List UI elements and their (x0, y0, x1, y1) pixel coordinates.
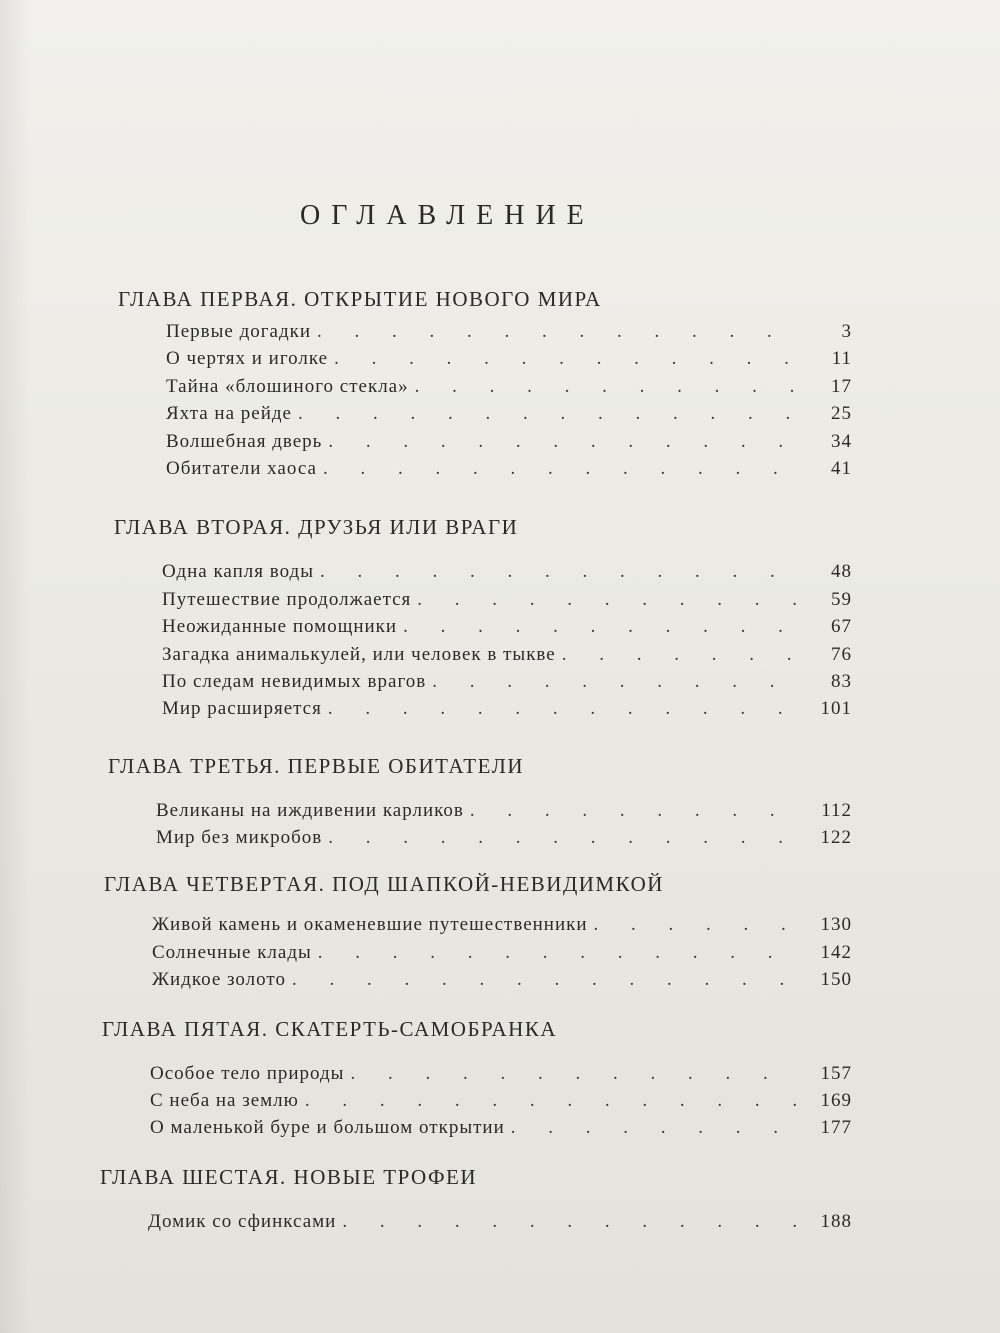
toc-entry (118, 428, 870, 455)
leader-dots (323, 455, 800, 482)
entry-title: Тайна «блошиного стекла» (166, 375, 409, 397)
leader-dots (334, 345, 800, 372)
entry-page-number: 3 (841, 321, 852, 342)
leader-dots (292, 966, 800, 993)
chapter-title: ГЛАВА ТРЕТЬЯ. ПЕРВЫЕ ОБИТАТЕЛИ (108, 753, 525, 778)
toc-entry (118, 455, 870, 482)
entry-title: Мир расширяется (162, 698, 322, 720)
entry-title: Особое тело природы (150, 1062, 345, 1084)
entry-title: Солнечные клады (152, 941, 312, 963)
entry-title: О маленькой буре и большом открытии (150, 1117, 505, 1139)
entry-title: Мир без микробов (156, 827, 323, 849)
toc-entry (114, 558, 870, 585)
leader-dots (470, 797, 800, 824)
entry-page-number: 67 (831, 616, 852, 638)
chapter-entries (102, 1060, 870, 1142)
entry-title: Великаны на иждивении карликов (156, 799, 464, 821)
leader-dots (305, 1087, 800, 1114)
toc-entry (100, 1208, 870, 1235)
entry-page-number: 59 (831, 588, 852, 610)
chapter-1 (118, 282, 870, 482)
entry-page-number: 188 (820, 1210, 852, 1232)
entry-page-number: 48 (831, 561, 852, 583)
leader-dots (318, 939, 800, 966)
chapter-title: ГЛАВА ПЕРВАЯ. ОТКРЫТИЕ НОВОГО МИРА (118, 287, 602, 311)
leader-dots (342, 1208, 800, 1235)
page-shadow (0, 0, 30, 1333)
toc-entry (114, 695, 870, 722)
entry-title: Живой камень и окаменевшие путешественники (152, 914, 588, 936)
leader-dots (403, 613, 800, 640)
entry-title: Волшебная дверь (166, 430, 323, 452)
chapter-6 (100, 1160, 870, 1235)
toc-entry (102, 1114, 870, 1141)
entry-title: Загадка анималькулей, или человек в тыкве (162, 643, 556, 665)
leader-dots (594, 911, 800, 938)
leader-dots (328, 695, 800, 722)
entry-page-number: 101 (820, 698, 852, 720)
entry-page-number: 130 (820, 914, 852, 936)
chapter-entries (114, 558, 870, 722)
toc-entry (104, 911, 870, 938)
toc-entry (118, 400, 870, 427)
entry-page-number: 34 (831, 430, 852, 452)
leader-dots (317, 318, 800, 345)
entry-title: О чертях и иголке (166, 348, 329, 370)
entry-page-number: 83 (831, 670, 852, 692)
entry-title: По следам невидимых врагов (162, 670, 427, 692)
chapter-5 (102, 1012, 870, 1142)
toc-entry (108, 797, 870, 824)
entry-page-number: 112 (821, 799, 852, 821)
toc-entry (114, 613, 870, 640)
entry-page-number: 157 (820, 1062, 852, 1084)
leader-dots (320, 558, 800, 585)
entry-page-number: 177 (820, 1117, 852, 1139)
entry-title: Неожиданные помощники (162, 616, 398, 638)
toc-entry (108, 824, 870, 851)
entry-page-number: 142 (820, 941, 852, 963)
entry-page-number: 25 (831, 403, 852, 425)
chapter-3 (108, 749, 870, 852)
toc-entry (102, 1060, 870, 1087)
leader-dots (350, 1060, 800, 1087)
leader-dots (562, 641, 800, 668)
chapter-title: ГЛАВА ШЕСТАЯ. НОВЫЕ ТРОФЕИ (100, 1164, 478, 1189)
entry-title: Одна капля воды (162, 561, 314, 583)
table-of-contents (100, 282, 870, 1235)
entry-title: С неба на землю (150, 1090, 299, 1112)
leader-dots (417, 586, 800, 613)
toc-entry (114, 668, 870, 695)
chapter-title: ГЛАВА ЧЕТВЕРТАЯ. ПОД ШАПКОЙ-НЕВИДИМКОЙ (104, 872, 664, 897)
entry-page-number: 150 (820, 969, 852, 991)
entry-title: Первые догадки (166, 321, 312, 342)
entry-page-number: 169 (820, 1090, 852, 1112)
entry-page-number: 11 (831, 348, 852, 370)
chapter-entries (118, 318, 870, 482)
entry-title: Яхта на рейде (166, 403, 292, 425)
page-title: ОГЛАВЛЕНИЕ (300, 200, 595, 231)
toc-entry (114, 586, 870, 613)
entry-title: Обитатели хаоса (166, 457, 317, 479)
chapter-title: ГЛАВА ПЯТАЯ. СКАТЕРТЬ-САМОБРАНКА (102, 1016, 558, 1041)
leader-dots (415, 373, 800, 400)
chapter-entries (108, 797, 870, 852)
entry-title: Жидкое золото (152, 969, 286, 991)
chapter-title: ГЛАВА ВТОРАЯ. ДРУЗЬЯ ИЛИ ВРАГИ (114, 515, 519, 540)
leader-dots (298, 400, 800, 427)
toc-entry (104, 966, 870, 993)
entry-page-number: 17 (831, 375, 852, 397)
chapter-entries (104, 911, 870, 993)
chapter-entries (100, 1208, 870, 1235)
toc-entry (118, 373, 870, 400)
toc-entry (118, 345, 870, 372)
toc-entry (114, 641, 870, 668)
entry-page-number: 41 (831, 457, 852, 479)
leader-dots (432, 668, 800, 695)
entry-title: Домик со сфинксами (148, 1210, 337, 1232)
entry-page-number: 122 (820, 827, 852, 849)
toc-entry (118, 318, 870, 345)
entry-title: Путешествие продолжается (162, 588, 412, 610)
toc-entry (104, 939, 870, 966)
entry-page-number: 76 (831, 643, 852, 665)
chapter-2 (114, 510, 870, 722)
leader-dots (511, 1114, 800, 1141)
chapter-4 (104, 867, 870, 993)
leader-dots (328, 824, 800, 851)
leader-dots (328, 428, 800, 455)
toc-entry (102, 1087, 870, 1114)
